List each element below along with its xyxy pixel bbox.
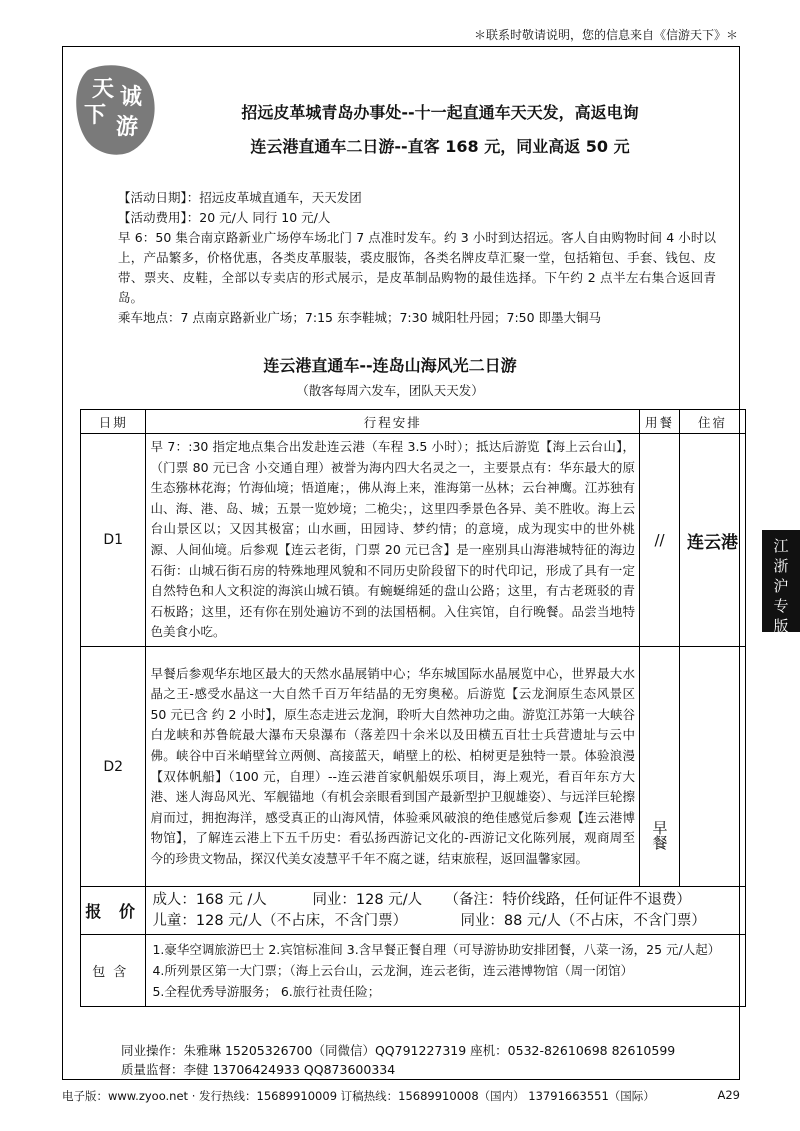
stay-cell [680, 647, 746, 887]
activity-fee: 【活动费用】：20 元/人 同行 10 元/人 [118, 210, 331, 225]
price-remark: （备注：特价线路，任何证件不退费） [444, 891, 691, 908]
header-date: 日期 [81, 410, 146, 434]
brand-logo [70, 60, 160, 160]
tour-title: 连云港直通车--连岛山海风光二日游 [263, 356, 517, 375]
footer-contact: 电子版：www.zyoo.net · 发行热线：15689910009 订稿热线：15689910008（国内） 13791663551（国际） [62, 1089, 655, 1103]
header-plan: 行程安排 [146, 410, 640, 434]
stay-cell [680, 434, 746, 647]
header-meal: 用餐 [640, 410, 680, 434]
meal-cell [640, 434, 680, 647]
meal-cell [640, 647, 680, 887]
activity-description: 早 6：50 集合南京路新业广场停车场北门 7 点准时发车。约 3 小时到达招远。客人自由购物时间 4 小时以上，产品繁多，价格优惠，各类皮革服装，裘皮服饰，各类名牌皮草汇聚一堂，包括箱包、手套、钱包、皮带、票夹、皮鞋，全部以专卖店的形式展示，是皮革制品购物的最佳选择。下午约 2 点半左右集合返回青岛。 [118, 230, 716, 305]
operations-contact: 同业操作：朱雅琳 15205326700（同微信）QQ791227319 座机：0532-82610698 82610599 [121, 1043, 676, 1058]
price-child: 儿童：128 元/人（不占床，不含门票） [152, 912, 408, 929]
side-tab-char: 版 [773, 617, 789, 635]
price-cell [146, 887, 746, 935]
include-item: 1.豪华空调旅游巴士 2.宾馆标准间 3.含早餐正餐自理（可导游协助安排团餐，八菜一汤，25 元/人起） [152, 942, 721, 957]
day-meal: // [654, 531, 665, 549]
table-row [81, 434, 746, 647]
headline-lianyungang: 连云港直通车二日游--直客 168 元，同业高返 50 元 [250, 137, 630, 156]
page-number: A29 [717, 1088, 740, 1102]
activity-info [118, 188, 716, 328]
side-tab-char: 沪 [773, 577, 789, 595]
itinerary-table [80, 409, 746, 1007]
plan-cell [146, 647, 640, 887]
day-label: D2 [103, 758, 124, 775]
price-peer-child: 同业：88 元/人（不占床，不含门票） [460, 912, 706, 929]
tour-note: （散客每周六发车，团队天天发） [296, 383, 484, 398]
includes-label: 包含 [81, 935, 146, 1007]
plan-cell [146, 434, 640, 647]
svg-text:下: 下 [84, 102, 107, 128]
source-note: ＊联系时敬请说明，您的信息来自《信游天下》＊ [473, 28, 738, 42]
headline-leather-city: 招远皮革城青岛办事处--十一起直通车天天发，高返电询 [241, 103, 639, 122]
table-header-row [81, 410, 746, 434]
day-cell [81, 434, 146, 647]
price-adult: 成人：168 元 /人 [152, 891, 267, 908]
price-label: 报 价 [81, 887, 146, 935]
side-tab-char: 江 [773, 537, 789, 555]
page-footer [62, 1088, 740, 1104]
day-meal: 早餐 [650, 820, 669, 850]
include-item: 4.所列景区第一大门票；（海上云台山，云龙涧，连云老街，连云港博物馆（周一闭馆） [152, 963, 634, 978]
side-tab-char: 浙 [773, 557, 789, 575]
side-tab-char: 专 [773, 597, 789, 615]
includes-row [81, 935, 746, 1007]
svg-text:天: 天 [92, 76, 115, 102]
include-item: 5.全程优秀导游服务； 6.旅行社责任险； [152, 984, 381, 999]
svg-text:游: 游 [116, 114, 139, 140]
activity-date: 【活动日期】：招远皮革城直通车，天天发团 [118, 190, 362, 205]
day-cell [81, 647, 146, 887]
day-plan: 早 7：:30 指定地点集合出发赴连云港（车程 3.5 小时）；抵达后游览【海上云台山】，（门票 80 元已含 小交通自理）被誉为海内四大名灵之一，主要景点有：华东最大的原生态猕林花海；竹海仙境；悟道庵；，佛从海上来，淮海第一丛林；云台神鹰。江苏独有山、海、港、岛、城；五景一览妙境；二桅尖；，这里四季景色各异、美不胜收。海上云台山景区以；又因其极富；山水画，田园诗、梦约情；的意境，成为现实中的世外桃源、人间仙境。后参观【连云老街，门票 20 元已含】是一座别具山海港城特征的海边石街：山城石街石房的特殊地理风貌和不同历史阶段留下的时代印记，形成了具有一定自然特色和人文积淀的海滨山城石镇。有蜿蜒绵延的盘山公路；这里，有古老斑驳的青石板路；这里，还有你在别处遍访不到的法国梧桐。入住宾馆，自行晚餐。品尝当地特色美食小吃。 [150, 439, 636, 640]
header-stay: 住宿 [680, 410, 746, 434]
day-label: D1 [103, 532, 124, 548]
pickup-points: 乘车地点：7 点南京路新业广场；7:15 东李鞋城；7:30 城阳牡丹园；7:50 即墨大铜马 [118, 310, 602, 325]
price-peer: 同业：128 元/人 [312, 891, 423, 908]
price-row [81, 887, 746, 935]
day-plan: 早餐后参观华东地区最大的天然水晶展销中心；华东城国际水晶展览中心，世界最大水晶之王-感受水晶这一大自然千百万年结晶的无穷奥秘。后游览【云龙涧原生态风景区 50 元已含 约 2 小时】，原生态走进云龙涧，聆听大自然神功之曲。游览江苏第一大峡谷白龙峡和苏鲁皖最大瀑布天泉瀑布（落差四十余米以及田横五百壮士兵营遗址与云中佛。峡谷中百米峭壁耸立两侧、高接蓝天，峭壁上的松、柏树更是独特一景。体验浪漫【双体帆船】（100 元，自理）--连云港首家帆船娱乐项目，海上观光，看百年东方大港、迷人海岛风光、军舰锚地（有机会亲眼看到国产最新型护卫舰雄姿）、与远洋巨轮擦肩而过，拥抱海洋，感受真正的山海风情，体验乘风破浪的绝佳感觉后参观【连云港博物馆】，了解连云港上下五千历史：看弘扬西游记文化的-西游记文化陈列展，观商周至今的珍贵文物品，探汉代美女凌慧平千年不腐之谜，结束旅程，返回温馨家园。 [150, 665, 636, 866]
day-stay: 连云港 [687, 532, 739, 553]
table-row [81, 647, 746, 887]
svg-text:诚: 诚 [120, 84, 143, 110]
includes-cell [146, 935, 746, 1007]
quality-supervision: 质量监督：李健 13706424933 QQ873600334 [121, 1062, 396, 1077]
region-side-tab [762, 530, 800, 635]
